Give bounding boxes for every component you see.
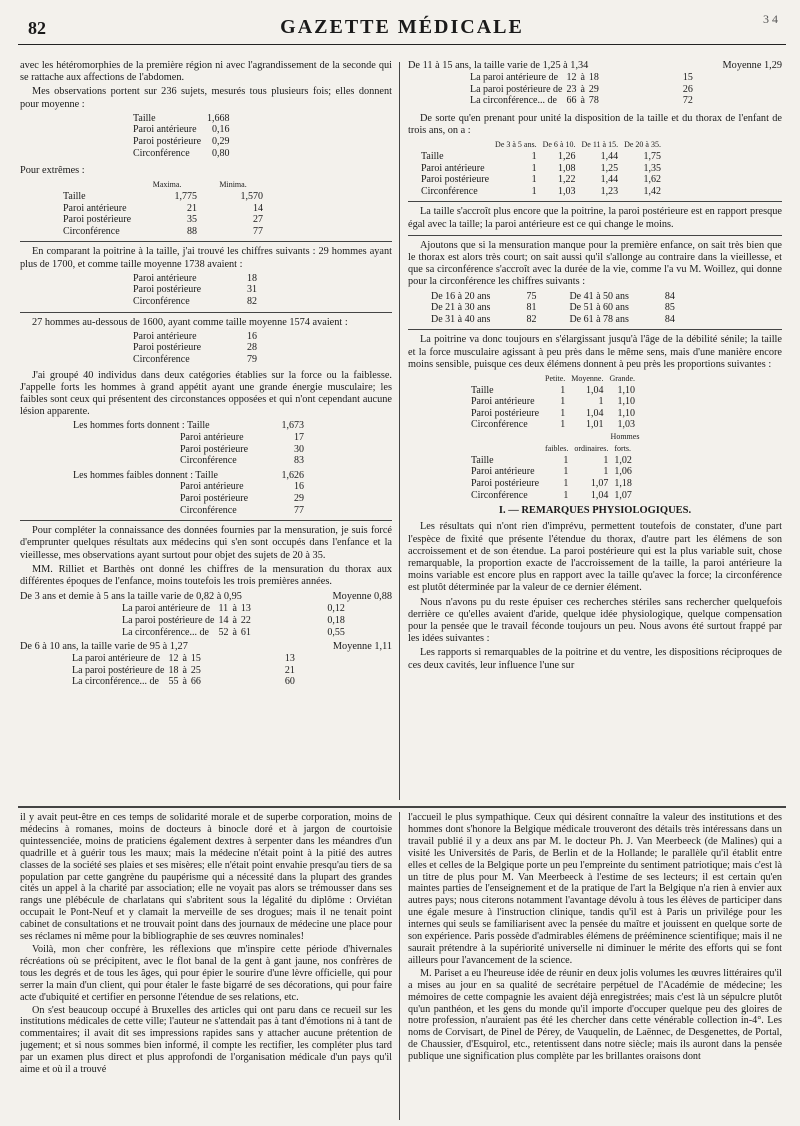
divider <box>20 241 392 242</box>
cell: 1,75 <box>643 150 661 162</box>
cell: à <box>580 83 585 95</box>
divider <box>408 235 782 236</box>
cell: 1,06 <box>614 466 632 478</box>
cell: Circonférence <box>63 225 120 237</box>
cell: 1 <box>603 454 609 466</box>
cell: De 51 à 60 ans <box>569 302 629 314</box>
cell: 1,22 <box>557 174 576 186</box>
cell: 14 <box>218 614 229 626</box>
right-column <box>408 60 782 800</box>
cell: La circonférence... de <box>122 626 209 638</box>
cell: 26 <box>682 83 693 95</box>
paragraph: Les rapports si remarquables de la poitrine et du ventre, les dispositions réciproques de ces deux cavités, leur influence l'une sur <box>408 647 782 671</box>
cell: 16 <box>247 330 258 342</box>
paragraph: Les résultats qui n'ont rien d'imprévu, permettent toutefois de constater, d'une part l'espèce de fixité que présente l'étendue du thorax, d'autre part les élémens de son accroissement et de son étendue. La paroi postérieure qui est la plus variable suit, chose remarquable, la proportion exacte de l'accroissement de la taille, la paroi antérieure la moins variable est encore plus en rapport avec la taille qu'avec la force; la circonférence est plutôt déterminée par la valeur de ce dernier élément. <box>408 521 782 594</box>
cell: Taille <box>471 384 494 396</box>
weak-men-table <box>70 470 307 516</box>
cell: 77 <box>253 225 264 237</box>
cell: Paroi postérieure <box>421 174 490 186</box>
cell: 1 <box>598 396 604 408</box>
cell: La circonférence... de <box>72 676 159 688</box>
cell: 1,25 <box>600 162 619 174</box>
age-lead-text: De 11 à 15 ans, la taille varie de 1,25 à 1,34 <box>408 60 589 71</box>
cell: 15 <box>190 653 201 665</box>
cell: 21 <box>284 664 295 676</box>
cell: 1,10 <box>617 407 636 419</box>
cell: 75 <box>526 290 537 302</box>
cell: La paroi postérieure de <box>122 614 215 626</box>
col-header: Maxima. <box>152 180 182 190</box>
cell: La paroi antérieure de <box>122 603 211 615</box>
page-number: 82 <box>28 18 46 38</box>
cell: 1,35 <box>643 162 661 174</box>
left-column <box>20 60 392 800</box>
table-row <box>130 342 260 354</box>
cell: 1,18 <box>614 477 632 489</box>
cell: La paroi antérieure de <box>470 72 559 84</box>
cell: 14 <box>253 202 264 214</box>
cell: 1,668 <box>207 112 230 124</box>
cell: 1 <box>560 407 566 419</box>
age-mean: Moyenne 0,88 <box>332 591 392 603</box>
cell: 12 <box>168 653 179 665</box>
cell: Paroi antérieure <box>133 124 197 136</box>
col-header: De 20 à 35. <box>624 140 661 150</box>
cell: 1 <box>560 396 566 408</box>
cell: Circonférence <box>471 489 528 501</box>
woillez-table <box>428 291 678 326</box>
cell: 84 <box>664 290 675 302</box>
table-row <box>468 385 638 397</box>
cell: 1,04 <box>590 489 609 501</box>
table-row <box>418 151 664 163</box>
table-row <box>130 136 233 148</box>
cell: 1,04 <box>585 407 604 419</box>
cell: 82 <box>526 313 537 325</box>
paragraph: l'accueil le plus sympathique. Ceux qui désirent connaître la valeur des institutions et des hommes dont s'honore la Belgique médicale trouveront des détails très intéressans dans un travail publié il y a deux ans par M. le docteur Ph. J. Van Meerbeeck (de Malines) qui a visité les Universités de Paris, de Berlin et de la Hollande; le parallèle qu'il établit entre elles et celles de la Belgique porte un peu l'empreinte du sentiment patriotique; mais c'est là un titre de plus pour M. Van Meerbeeck à l'estime de ses lecteurs; il est certain qu'en maintes parties de l'enseignement et de la pratique de l'art la Belgique n'a rien à envier aux autres pays; nous citerons notamment l'avantage dévolu à tous les élèves de participer dans une égale mesure à l'instruction clinique, tandis qu'il est à Paris un privilége pour les internes qui seuls se familiarisent avec la pensée du maître et jouissent en quelque sorte de son expérience. Paris possède d'admirables élémens de prééminence scientifique; mais il ne saurait prétendre à la supériorité universelle ni diminuer le mérite des efforts qui se font ailleurs pour l'avancement de la science. <box>408 812 782 966</box>
cell: 1,04 <box>585 384 604 396</box>
cell: 0,80 <box>212 147 230 159</box>
table-row <box>70 470 307 482</box>
divider <box>20 312 392 313</box>
col-header: De 3 à 5 ans. <box>495 140 537 150</box>
col-header <box>468 443 542 455</box>
table-row <box>428 291 678 303</box>
cell: Taille <box>133 112 156 124</box>
table-row <box>468 490 635 502</box>
table-row <box>60 191 266 203</box>
cell: à <box>580 95 585 107</box>
cell: Paroi postérieure <box>133 136 202 147</box>
cell: Paroi postérieure <box>180 443 249 455</box>
cell: 1,07 <box>614 489 632 501</box>
section-heading: I. — REMARQUES PHYSIOLOGIQUES. <box>498 505 692 517</box>
ratio-table <box>418 139 664 197</box>
cell: 1 <box>531 150 537 162</box>
cell: 78 <box>588 95 599 107</box>
strong-men-table <box>70 420 307 466</box>
table-row <box>130 124 233 136</box>
cell: 1,07 <box>590 477 609 489</box>
cell: 1,42 <box>643 185 661 197</box>
cell: La paroi antérieure de <box>72 653 161 665</box>
cell: 1 <box>603 466 609 478</box>
cell: 61 <box>240 626 251 638</box>
cell: De 16 à 20 ans <box>431 290 491 302</box>
table-row <box>428 314 678 326</box>
table-row <box>468 408 638 420</box>
feuilleton-left <box>20 812 392 1122</box>
cell: 1,03 <box>617 419 636 431</box>
table-row <box>130 284 260 296</box>
col-header: Minima. <box>219 180 247 190</box>
feuilleton-right <box>408 812 782 1122</box>
page-header <box>18 6 786 45</box>
cell: Paroi antérieure <box>180 481 244 493</box>
cell: Circonférence <box>421 185 478 197</box>
paragraph: Nous n'avons pu du reste épuiser ces recherches stériles sans rechercher quelquefois derrière ce qu'elles avaient d'aride, quelque idée physiologique, quelque compensation pour la pensée que le travail féconde toujours un peu. Nous avons été surtout frappé par les idées suivantes : <box>408 596 782 645</box>
cell: 21 <box>187 202 198 214</box>
avg-table <box>130 113 233 159</box>
paragraph: En comparant la poitrine à la taille, j'ai trouvé les chiffres suivants : 29 hommes ayant plus de 1700, et comme taille moyenne 1738 avaient : <box>20 246 392 270</box>
cell: 0,55 <box>327 626 345 638</box>
table-row <box>70 455 307 467</box>
age-rows <box>468 72 695 107</box>
cell: Circonférence <box>471 419 528 431</box>
cell: Paroi antérieure <box>133 272 197 284</box>
divider <box>408 329 782 330</box>
table-row <box>70 481 307 493</box>
table-row <box>468 455 635 467</box>
cell: La paroi postérieure de <box>470 83 563 95</box>
table-row <box>120 627 347 639</box>
col-header <box>468 373 542 385</box>
cell: à <box>232 614 237 626</box>
paragraph: MM. Rilliet et Barthès ont donné les chiffres de la mensuration du thorax aux différentes époques de l'enfance, moins toutefois les trois premières années. <box>20 563 392 587</box>
table-row <box>428 302 678 314</box>
cell: 1,02 <box>614 454 632 466</box>
cell: 1,775 <box>174 190 198 202</box>
cell: 88 <box>187 225 198 237</box>
cell: à <box>182 676 187 688</box>
extremes-table <box>60 179 266 237</box>
paragraph: La taille s'accroît plus encore que la poitrine, la paroi postérieure est en rapport presque égal avec la taille; la paroi antérieure est ce qui change le moins. <box>408 206 782 230</box>
cell: 1 <box>563 466 569 478</box>
cell: 29 <box>294 492 305 504</box>
paragraph: Ajoutons que si la mensuration manque pour la première enfance, on sait très bien que le thorax est alors très court; on sait aussi qu'il s'allonge au contraire dans la vieillesse, et que sa circonférence s'accroît avec la durée de la vie, comme l'a vu M. Woillez, qui donne pour la circonférence les chiffres suivants : <box>408 239 782 288</box>
table-row <box>70 665 297 677</box>
cell: 0,18 <box>327 614 345 626</box>
cell: La paroi postérieure de <box>72 664 165 676</box>
cell: 1 <box>531 185 537 197</box>
cell: 22 <box>240 614 251 626</box>
col-header <box>418 139 492 151</box>
age-mean: Moyenne 1,11 <box>332 641 392 653</box>
cell: 11 <box>218 603 229 615</box>
table-row <box>130 296 260 308</box>
cell: Circonférence <box>133 353 190 365</box>
cell: Les hommes forts donnent : Taille <box>73 420 210 432</box>
cell: 83 <box>294 455 305 467</box>
table-row <box>60 214 266 226</box>
table-row <box>130 331 260 343</box>
cell: à <box>182 664 187 676</box>
col-header: Petite. <box>545 373 566 383</box>
group-header: Hommes <box>610 431 640 441</box>
paragraph: 27 hommes au-dessous de 1600, ayant comme taille moyenne 1574 avaient : <box>32 316 348 328</box>
cell: 29 <box>588 83 599 95</box>
cell: 16 <box>294 481 305 493</box>
col-header: De 6 à 10. <box>542 140 576 150</box>
cell: 25 <box>190 664 201 676</box>
cell: La circonférence... de <box>470 95 557 107</box>
col-header: Moyenne. <box>571 373 604 383</box>
paragraph: La poitrine va donc toujours en s'élargissant jusqu'à l'âge de la débilité sénile; la taille et la force musculaire agissant à peu près dans le même sens, mais d'une manière encore moins sensible, puisque ces deux élémens donnent à peu près les proportions suivantes : <box>408 334 782 370</box>
cell: 85 <box>664 302 675 314</box>
table-row <box>418 186 664 198</box>
table-row <box>70 653 297 665</box>
cell: 72 <box>682 95 693 107</box>
paragraph: On s'est beaucoup occupé à Bruxelles des articles qui ont paru dans ce recueil sur les institutions médicales de cette ville; l'auteur ne s'attendait pas à tant d'émotions ni à tant de commentaires; il avait dit ses impressions rapides sans y attacher aucune prétention de jugement; et si nous sommes bien informé, il compte les rectifier, les compléter plus tard par un examen plus direct et plus approfondi de l'organisation médicale d'un pays qu'il aime et où il a trouvé <box>20 1004 392 1076</box>
cell: 30 <box>294 443 305 455</box>
cell: 17 <box>294 431 305 443</box>
cell: 1,44 <box>600 150 619 162</box>
table-row <box>70 444 307 456</box>
cell: 52 <box>218 626 229 638</box>
paragraph: De sorte qu'en prenant pour unité la disposition de la taille et du thorax de l'enfant de trois ans, on a : <box>408 112 782 137</box>
col-header: Grande. <box>609 373 636 383</box>
paragraph: Pour compléter la connaissance des données fournies par la mensuration, je suis forcé d'emprunter quelques résultats aux médecins qui s'en sont occupés dans l'enfance et la vieillesse, mes observations ayant surtout pour objet des sujets de 20 à 35. <box>20 525 392 561</box>
cell: Circonférence <box>133 147 190 159</box>
age-mean: Moyenne 1,29 <box>722 60 782 71</box>
margin-mark: 3 4 <box>763 12 778 26</box>
table-row <box>60 226 266 238</box>
cell: Paroi postérieure <box>180 492 249 504</box>
cell: Taille <box>421 150 444 162</box>
cell: Paroi postérieure <box>133 342 202 354</box>
cell: Circonférence <box>180 504 237 516</box>
cell: 1 <box>531 174 537 186</box>
cell: 12 <box>566 72 577 84</box>
feuilleton-rule <box>18 806 786 808</box>
table-header <box>468 443 635 455</box>
cell: 31 <box>247 284 258 296</box>
paragraph: il y avait peut-être en ces temps de solidarité morale et de superbe corporation, moins de médecins à romanes, moins de docteurs à binocle doré et à jargon de courtoisie quintessenciée, moins de praticiens également dextres à serpenter dans les méandres d'un quadrille et à guérir tous les maux; mais la médecine n'était point à la pitié des autres classes de la société ses plaies et ses misères; elle n'était point envahie presqu'au tiers de sa population par cette gangrène du paupérisme qui a nécessité dans la plupart des grandes cités un appel à la charité par association; elle ne voyait pas alors se trémousser dans ses rangs une plébécule de charlatans qui s'abritent sous la légalité du diplôme : Orviétan occupait le Pont-Neuf et y clamait la merveille de ses drogues; mais il ne tenait point cabinet de consultations et ne trouvait point dans des journaux de médecine une place pour ses réclames ni même pour la bibliographie de ses œuvres nominales! <box>20 812 392 943</box>
cell: 1,570 <box>240 190 264 202</box>
table-row <box>130 354 260 366</box>
table-row <box>468 419 638 431</box>
masthead-title: GAZETTE MÉDICALE <box>280 16 524 38</box>
table-row <box>130 113 233 125</box>
table-row <box>468 478 635 490</box>
cell: Paroi antérieure <box>471 466 535 478</box>
cell: 66 <box>566 95 577 107</box>
col-header: De 11 à 15. <box>581 140 619 150</box>
column-rule <box>399 62 400 800</box>
cell: 1 <box>531 162 537 174</box>
cell: De 21 à 30 ans <box>431 302 491 314</box>
cell: 1 <box>563 454 569 466</box>
cell: 1,08 <box>557 162 576 174</box>
age-lead-text: De 3 ans et demie à 5 ans la taille varie de 0,82 à 0,95 <box>20 591 242 603</box>
paragraph: Mes observations portent sur 236 sujets, mesurés tous plusieurs fois; elles donnent pour moyenne : <box>20 86 392 110</box>
cell: 55 <box>168 676 179 688</box>
cell: Les hommes faibles donnent : Taille <box>73 469 218 481</box>
cell: 1,26 <box>557 150 576 162</box>
cell: 1,10 <box>617 384 636 396</box>
cell: 84 <box>664 313 675 325</box>
cell: De 61 à 78 ans <box>569 313 629 325</box>
age-lead-text: De 6 à 10 ans, la taille varie de 95 à 1,27 <box>20 641 188 653</box>
cell: 0,29 <box>212 136 230 147</box>
age-lead <box>20 641 392 653</box>
col-header: forts. <box>614 444 632 454</box>
size-table <box>468 373 638 431</box>
cell: 1,626 <box>281 469 305 481</box>
age-lead <box>408 60 782 72</box>
cell: 35 <box>187 214 198 226</box>
cell: Paroi postérieure <box>63 214 132 226</box>
divider <box>408 201 782 202</box>
table-row <box>418 174 664 186</box>
cell: 1,03 <box>557 185 576 197</box>
table-row <box>468 95 695 107</box>
cell: Circonférence <box>133 295 190 307</box>
cell: 1,44 <box>600 174 619 186</box>
cell: 13 <box>284 653 295 665</box>
age-table-3 <box>408 60 782 107</box>
cell: 0,12 <box>327 603 345 615</box>
cell: 18 <box>247 272 258 284</box>
col-header: faibles. <box>545 444 569 454</box>
cell: à <box>580 72 585 84</box>
table-row <box>70 676 297 688</box>
table-row <box>468 84 695 96</box>
table-row <box>468 466 635 478</box>
table-row <box>120 615 347 627</box>
cell: 1,62 <box>643 174 661 186</box>
cell: Circonférence <box>180 455 237 467</box>
cell: 1 <box>563 477 569 489</box>
cell: 77 <box>294 504 305 516</box>
cell: 13 <box>240 603 251 615</box>
cell: 15 <box>682 72 693 84</box>
cell: 1,673 <box>281 420 305 432</box>
cell: Paroi antérieure <box>421 162 485 174</box>
cell: 81 <box>526 302 537 314</box>
cell: 23 <box>566 83 577 95</box>
cell: à <box>232 626 237 638</box>
cell: 79 <box>247 353 258 365</box>
cell: De 41 à 50 ans <box>569 290 629 302</box>
cell: 60 <box>284 676 295 688</box>
paragraph: M. Pariset a eu l'heureuse idée de réunir en deux jolis volumes les œuvres littéraires qu'il a mises au jour en sa qualité de secrétaire perpétuel de l'Académie de médecine; les mémoires de cette compagnie les avaient déjà enregistrées; mais c'est là un sépulcre plutôt qu'un panthéon, et les gens du monde qu'il importe d'occuper quelque peu des gloires de notre profession, n'auraient pas été les chercher dans cette vénérable collection in-4°. Les noms de Corvisart, de Pinel de Pérey, de Vauquelin, de Laënnec, de Desgenettes, de Portal, de Chaussier, d'Esquirol, etc., retentissent dans notre siècle; mais ils auront dans la pensée publique une signification plus complète par les brillantes oraisons dont <box>408 967 782 1063</box>
cell: 1,23 <box>600 185 619 197</box>
table-row <box>418 163 664 175</box>
cell: 1,10 <box>617 396 636 408</box>
cell: Taille <box>471 454 494 466</box>
paragraph: Voilà, mon cher confrère, les réflexions que m'inspire cette période d'hivernales récréations où se précipitent, avec le flot banal de la gent à gant jaune, nos confrères de tous les degrés et de tous les âges, qui pour épier le sourire d'une lèvre officielle, qui pour serrer la main d'un client, qui pour étaler le faste bigarré de ses décorations, qui pour faire acte d'ubiquité et certifier en personne l'étendue de ses relations, etc. <box>20 943 392 1003</box>
table-row <box>468 72 695 84</box>
cell: 82 <box>247 295 258 307</box>
age-rows <box>70 653 297 688</box>
cell: Paroi postérieure <box>471 407 540 419</box>
table-row <box>60 203 266 215</box>
table-row <box>70 505 307 517</box>
cell: à <box>182 653 187 665</box>
table-row <box>70 432 307 444</box>
cell: Taille <box>63 190 86 202</box>
column-rule <box>399 812 400 1120</box>
cell: 1,01 <box>585 419 604 431</box>
cell: 0,16 <box>212 124 230 136</box>
cell: Paroi antérieure <box>180 431 244 443</box>
col-header: ordinaires. <box>574 444 609 454</box>
extremes-label: Pour extrêmes : <box>20 165 85 177</box>
cell: 18 <box>588 72 599 84</box>
table-header <box>418 139 664 151</box>
cell: Paroi antérieure <box>63 202 127 214</box>
age-table-2 <box>20 641 392 688</box>
cell: à <box>232 603 237 615</box>
table-row <box>70 493 307 505</box>
table-row <box>468 396 638 408</box>
cell: 1 <box>560 419 566 431</box>
cell: 27 <box>253 214 264 226</box>
cell: Paroi postérieure <box>133 284 202 296</box>
cell: 1 <box>560 384 566 396</box>
table-row <box>70 420 307 432</box>
paragraph: avec les hétéromorphies de la première région ni avec l'agrandissement de la seconde qui se rattache aux affections de l'abdomen. <box>20 60 392 84</box>
cell: Paroi antérieure <box>471 396 535 408</box>
table-row <box>130 148 233 160</box>
cell: Paroi postérieure <box>471 477 540 489</box>
cell: 66 <box>190 676 201 688</box>
table-row <box>130 273 260 285</box>
cell: 18 <box>168 664 179 676</box>
age-lead <box>20 591 392 603</box>
age-rows <box>120 603 347 638</box>
age-table-1 <box>20 591 392 638</box>
table-row <box>120 603 347 615</box>
cell: De 31 à 40 ans <box>431 313 491 325</box>
cell: 1 <box>563 489 569 501</box>
table-27-men <box>130 331 260 366</box>
table-header <box>468 373 638 385</box>
cell: Paroi antérieure <box>133 330 197 342</box>
paragraph: J'ai groupé 40 individus dans deux catégories établies sur la force ou la faiblesse. J'appelle forts les hommes à grand appétit ayant une grande énergie musculaire; les faibles sont ceux qui présentent des circonstances opposées et qui n'ont cependant aucune lésion apparente. <box>20 369 392 418</box>
strength-table <box>468 443 635 501</box>
cell: 28 <box>247 342 258 354</box>
table-29-men <box>130 273 260 308</box>
divider <box>20 520 392 521</box>
